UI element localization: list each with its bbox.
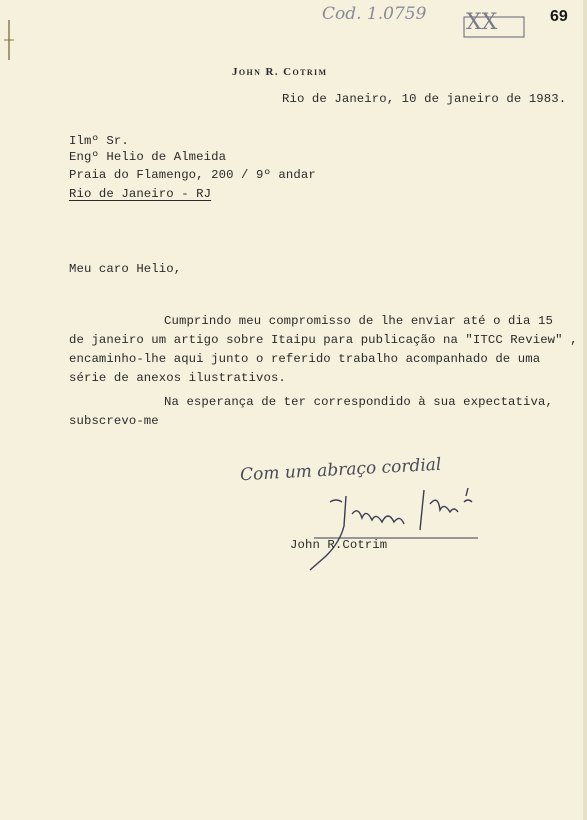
body-line: de janeiro um artigo sobre Itaipu para publicação na "ITCC Review" , <box>69 333 578 347</box>
body-line: encaminho-lhe aqui junto o referido trabalho acompanhado de uma <box>69 352 541 366</box>
closing-line: subscrevo-me <box>69 414 159 428</box>
addressee-line: Ilmº Sr. <box>69 134 129 148</box>
handwritten-closing: Com um abraço cordial <box>239 454 442 486</box>
addressee-line: Engº Helio de Almeida <box>69 150 227 164</box>
letterhead: John R. Cotrim <box>232 66 328 78</box>
stamp-box <box>462 12 528 42</box>
body-line: série de anexos ilustrativos. <box>69 371 286 385</box>
closing-line: Na esperança de ter correspondido à sua expectativa, <box>164 395 553 409</box>
typed-name: John R.Cotrim <box>290 538 388 552</box>
addressee-line: Rio de Janeiro - RJ <box>69 187 212 201</box>
place-date: Rio de Janeiro, 10 de janeiro de 1983. <box>282 92 567 106</box>
stamp-text: XX <box>466 10 498 35</box>
page-right-edge <box>583 0 587 820</box>
page-number: 69 <box>550 8 568 25</box>
addressee-line: Praia do Flamengo, 200 / 9º andar <box>69 168 316 182</box>
catalog-code: Cod. 1.0759 <box>322 4 427 24</box>
binding-edge-marks <box>0 0 18 820</box>
signature <box>300 484 500 576</box>
body-line: Cumprindo meu compromisso de lhe enviar até o dia 15 <box>164 314 553 328</box>
salutation: Meu caro Helio, <box>69 262 182 276</box>
